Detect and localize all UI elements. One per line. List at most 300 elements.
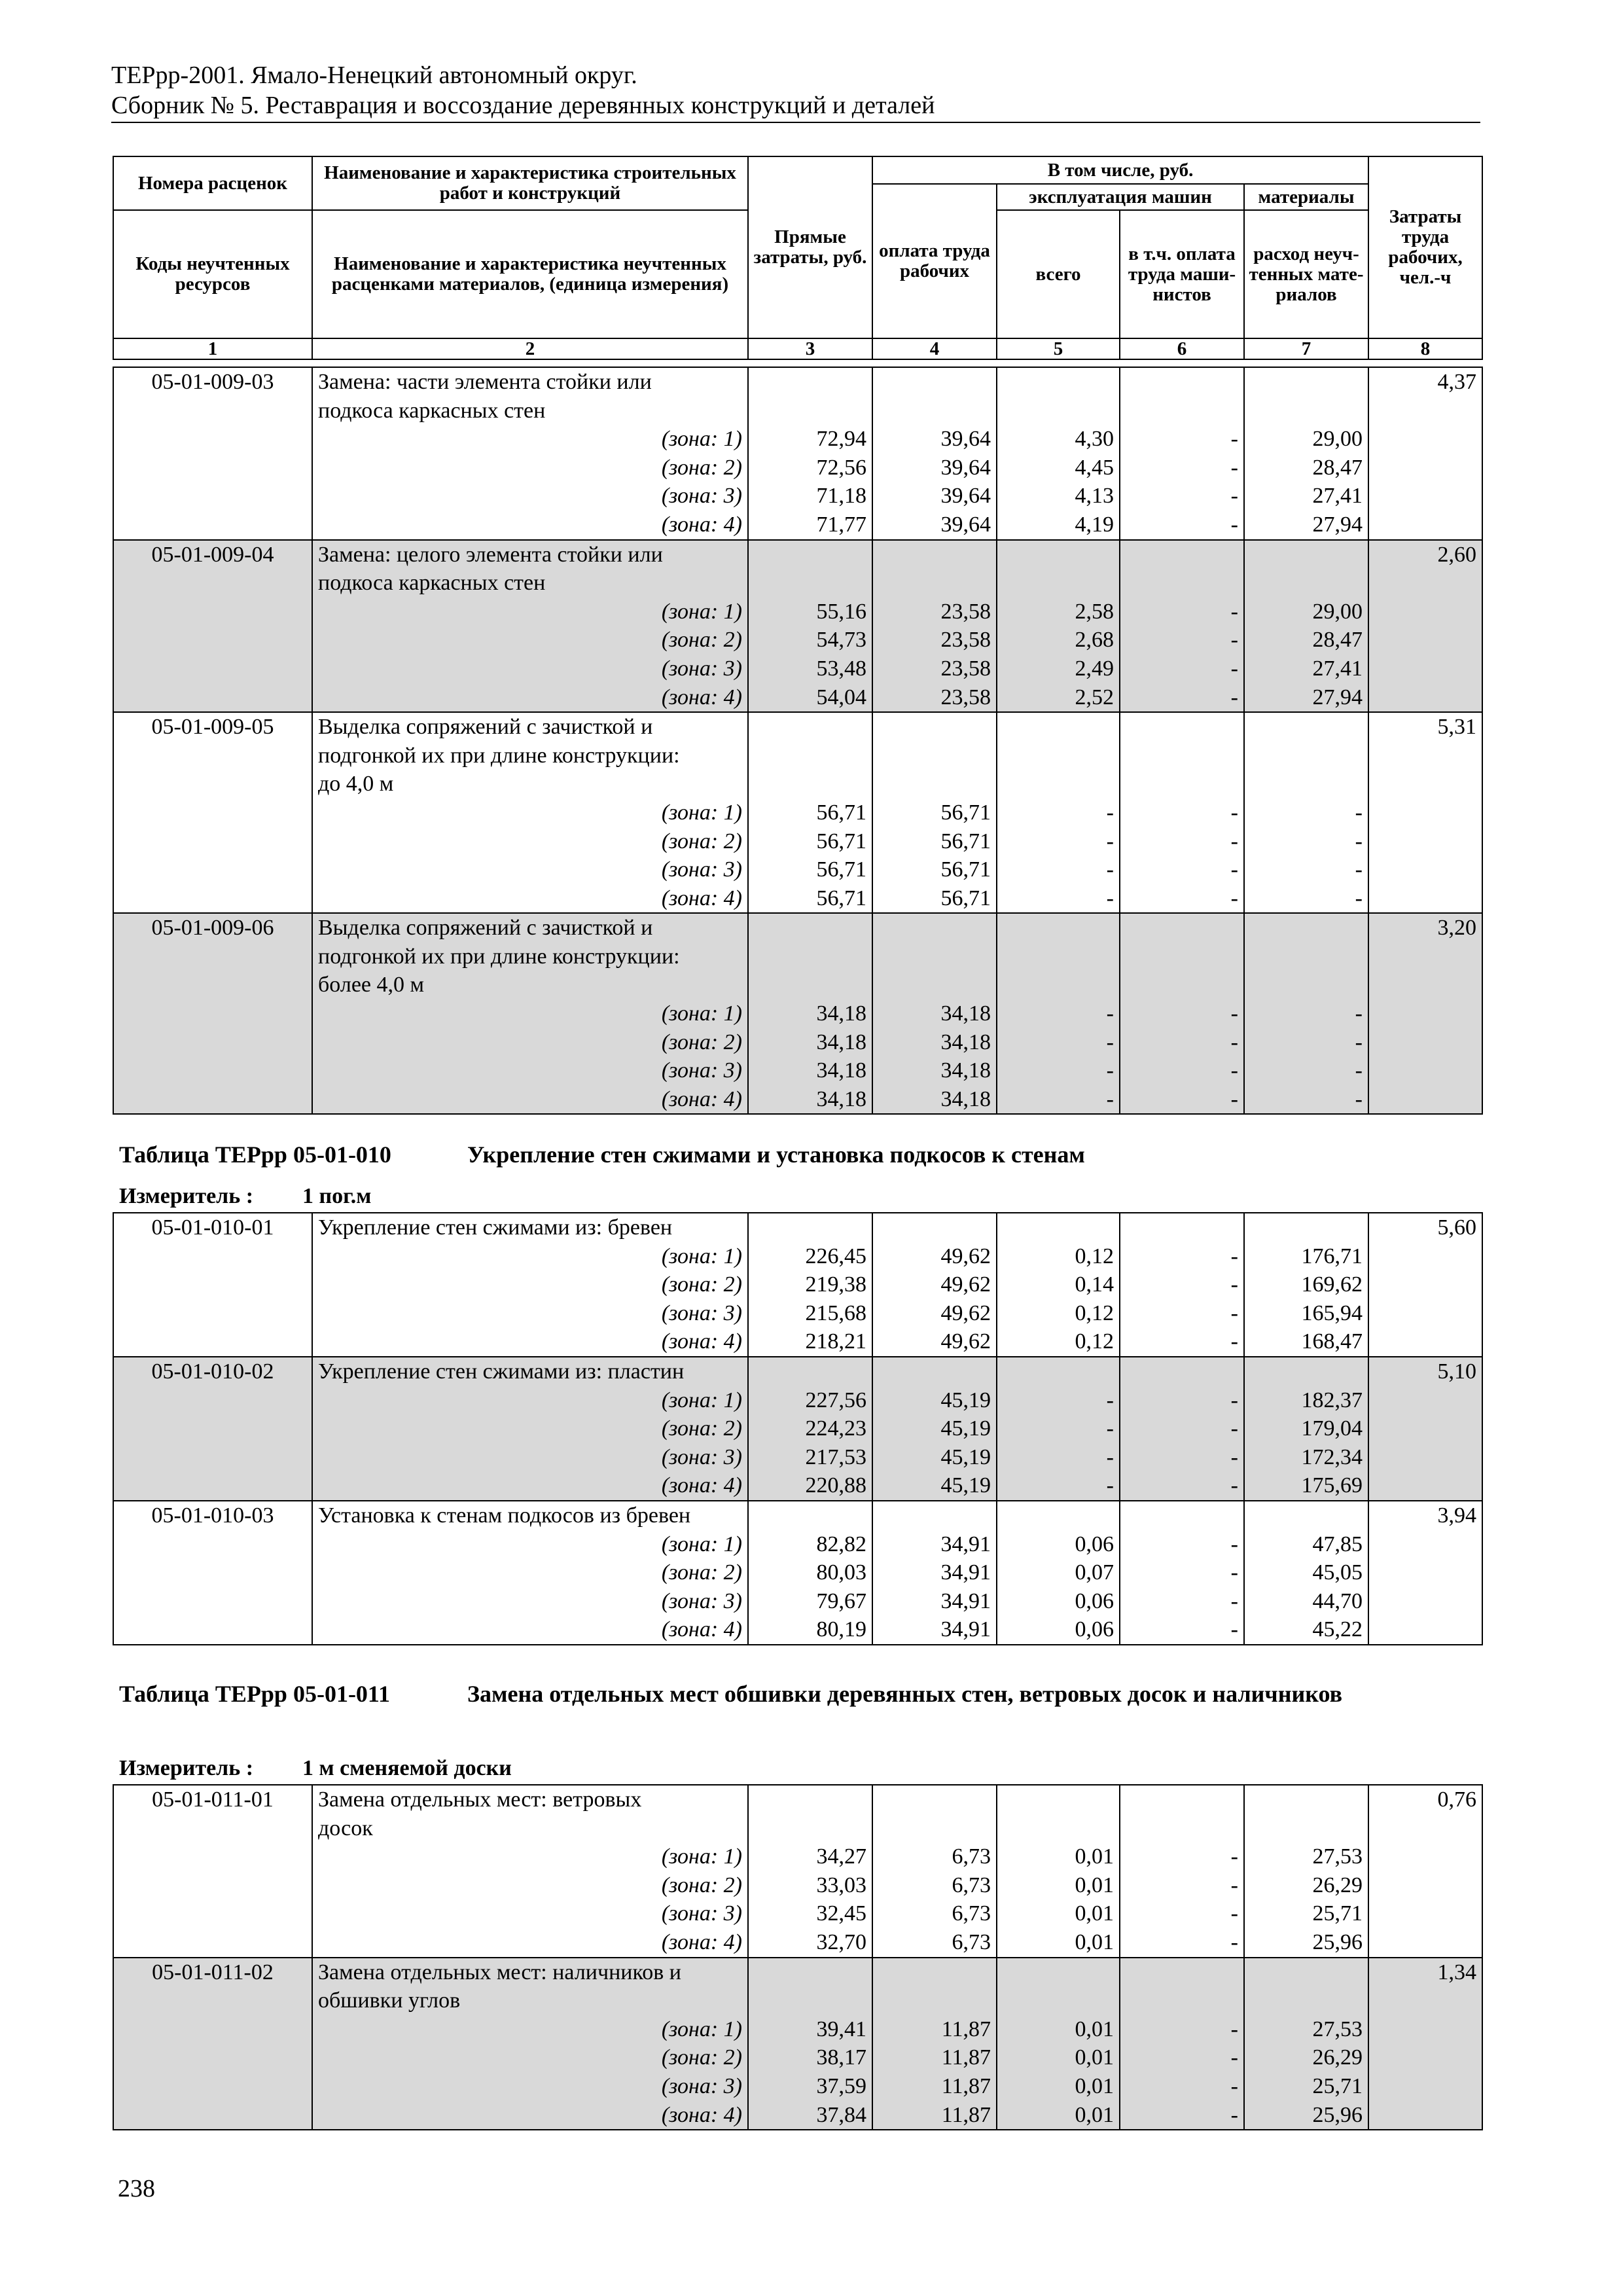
zone-label: (зона: 2) bbox=[661, 1873, 742, 1897]
zone-label: (зона: 3) bbox=[661, 1588, 742, 1613]
value: - bbox=[1355, 1001, 1363, 1026]
rate-code-text: 05-01-010-01 bbox=[151, 1215, 274, 1240]
value: 0,14 bbox=[1075, 1272, 1114, 1297]
description-line: подгонкой их при длине конструкции: bbox=[318, 944, 680, 969]
col-head-zatraty: Затраты труда рабочих, чел.-ч bbox=[1368, 156, 1482, 338]
labor-value: 5,10 bbox=[1437, 1359, 1476, 1384]
value: - bbox=[1230, 1300, 1238, 1325]
description-line: Замена отдельных мест: ветровых bbox=[318, 1787, 642, 1812]
value-cell bbox=[997, 1501, 1120, 1645]
value: - bbox=[1230, 599, 1238, 624]
zone-label: (зона: 2) bbox=[661, 1416, 742, 1441]
description-line: более 4,0 м bbox=[318, 973, 425, 997]
value: 4,30 bbox=[1075, 427, 1114, 452]
value-cell bbox=[748, 1501, 872, 1645]
value-cell bbox=[1244, 712, 1368, 913]
rate-description bbox=[312, 1785, 748, 1958]
value: 53,48 bbox=[816, 656, 866, 681]
value: - bbox=[1230, 829, 1238, 853]
value: 32,45 bbox=[816, 1901, 866, 1926]
value: - bbox=[1106, 1416, 1114, 1441]
value: 56,71 bbox=[940, 886, 991, 910]
value: 29,00 bbox=[1312, 427, 1363, 452]
rate-description bbox=[312, 367, 748, 540]
value: - bbox=[1230, 886, 1238, 910]
value: 29,00 bbox=[1312, 599, 1363, 624]
value: 176,71 bbox=[1301, 1244, 1363, 1268]
rate-description bbox=[312, 1958, 748, 2130]
value: 2,49 bbox=[1075, 656, 1114, 681]
col-number: 8 bbox=[1368, 338, 1482, 359]
value: 49,62 bbox=[940, 1300, 991, 1325]
value: - bbox=[1230, 1873, 1238, 1897]
value: 2,52 bbox=[1075, 685, 1114, 709]
value: - bbox=[1230, 1444, 1238, 1469]
value: - bbox=[1230, 1532, 1238, 1556]
zone-label: (зона: 2) bbox=[661, 455, 742, 480]
zone-label: (зона: 2) bbox=[661, 628, 742, 653]
value: 39,64 bbox=[940, 512, 991, 537]
value: 6,73 bbox=[952, 1873, 991, 1897]
rate-code-text: 05-01-009-06 bbox=[151, 916, 274, 941]
rate-code bbox=[113, 540, 312, 713]
labor-cost bbox=[1368, 1958, 1482, 2130]
value-cell bbox=[748, 1958, 872, 2130]
value: 172,34 bbox=[1301, 1444, 1363, 1469]
rates-table-05-01-011 bbox=[113, 1784, 1483, 2130]
value: 169,62 bbox=[1301, 1272, 1363, 1297]
rate-description bbox=[312, 712, 748, 913]
column-header-table bbox=[113, 156, 1483, 360]
value: 55,16 bbox=[816, 599, 866, 624]
value: 38,17 bbox=[816, 2045, 866, 2070]
value: - bbox=[1106, 1086, 1114, 1111]
description-line: обшивки углов bbox=[318, 1988, 461, 2013]
col-head-vtch: в т.ч. оплата труда маши-нистов bbox=[1120, 210, 1244, 338]
value-cell bbox=[1120, 1213, 1244, 1357]
value-cell bbox=[872, 712, 997, 913]
value: 25,71 bbox=[1312, 2073, 1363, 2098]
labor-value: 3,20 bbox=[1437, 916, 1476, 941]
description-line: Замена отдельных мест: наличников и bbox=[318, 1960, 682, 1984]
value: 34,91 bbox=[940, 1532, 991, 1556]
zone-label: (зона: 4) bbox=[661, 1086, 742, 1111]
value: 56,71 bbox=[816, 857, 866, 882]
zone-label: (зона: 1) bbox=[661, 599, 742, 624]
value: 56,71 bbox=[816, 886, 866, 910]
value: 2,68 bbox=[1075, 628, 1114, 653]
value: 45,19 bbox=[940, 1444, 991, 1469]
page-number: 238 bbox=[118, 2175, 155, 2202]
col-number: 7 bbox=[1244, 338, 1368, 359]
col-number: 6 bbox=[1120, 338, 1244, 359]
table-row bbox=[113, 913, 1482, 1114]
value-cell bbox=[748, 1785, 872, 1958]
value: - bbox=[1230, 800, 1238, 825]
zone-label: (зона: 1) bbox=[661, 1001, 742, 1026]
value: - bbox=[1230, 1272, 1238, 1297]
rate-code bbox=[113, 1785, 312, 1958]
value: 32,70 bbox=[816, 1929, 866, 1954]
value-cell bbox=[872, 367, 997, 540]
value: 39,64 bbox=[940, 455, 991, 480]
value: - bbox=[1230, 1329, 1238, 1354]
value: 11,87 bbox=[941, 2017, 991, 2041]
col-head-pryamye: Прямые затраты, руб. bbox=[748, 156, 872, 338]
value-cell bbox=[997, 1785, 1120, 1958]
zone-label: (зона: 2) bbox=[661, 1560, 742, 1585]
value: - bbox=[1355, 1086, 1363, 1111]
value: 25,96 bbox=[1312, 1929, 1363, 1954]
value: 0,06 bbox=[1075, 1617, 1114, 1642]
table-row bbox=[113, 367, 1482, 540]
zone-label: (зона: 2) bbox=[661, 1272, 742, 1297]
value: 0,01 bbox=[1075, 2045, 1114, 2070]
value-cell bbox=[748, 712, 872, 913]
value: - bbox=[1230, 484, 1238, 509]
value: 37,59 bbox=[816, 2073, 866, 2098]
value-cell bbox=[997, 1958, 1120, 2130]
col-head-vsego: всего bbox=[997, 210, 1120, 338]
col-head-nomera: Номера расценок bbox=[113, 156, 312, 210]
labor-cost bbox=[1368, 367, 1482, 540]
rate-code bbox=[113, 712, 312, 913]
value: - bbox=[1230, 1617, 1238, 1642]
col-number: 2 bbox=[312, 338, 748, 359]
value: - bbox=[1230, 628, 1238, 653]
value-cell bbox=[997, 913, 1120, 1114]
zone-label: (зона: 2) bbox=[661, 829, 742, 853]
value: 0,01 bbox=[1075, 1929, 1114, 1954]
value: - bbox=[1230, 1388, 1238, 1412]
value: 45,05 bbox=[1312, 1560, 1363, 1585]
zone-label: (зона: 3) bbox=[661, 857, 742, 882]
value: 11,87 bbox=[941, 2045, 991, 2070]
col-head-vtomchisle: В том числе, руб. bbox=[872, 156, 1368, 184]
value: - bbox=[1355, 800, 1363, 825]
value: 34,18 bbox=[940, 1001, 991, 1026]
labor-cost bbox=[1368, 913, 1482, 1114]
zone-label: (зона: 4) bbox=[661, 1929, 742, 1954]
value: 11,87 bbox=[941, 2073, 991, 2098]
value: 47,85 bbox=[1312, 1532, 1363, 1556]
value-cell bbox=[1244, 1213, 1368, 1357]
value-cell bbox=[997, 1357, 1120, 1501]
value: - bbox=[1230, 1244, 1238, 1268]
value: 37,84 bbox=[816, 2102, 866, 2127]
zone-label: (зона: 4) bbox=[661, 512, 742, 537]
value-cell bbox=[997, 540, 1120, 713]
labor-value: 1,34 bbox=[1437, 1960, 1476, 1984]
value: 28,47 bbox=[1312, 455, 1363, 480]
value: - bbox=[1230, 1560, 1238, 1585]
value: 25,71 bbox=[1312, 1901, 1363, 1926]
value: 0,12 bbox=[1075, 1244, 1114, 1268]
value: 54,73 bbox=[816, 628, 866, 653]
value: 0,12 bbox=[1075, 1300, 1114, 1325]
value: - bbox=[1230, 857, 1238, 882]
table-row bbox=[113, 1213, 1482, 1357]
value: - bbox=[1355, 829, 1363, 853]
value: 27,53 bbox=[1312, 1844, 1363, 1869]
col-number: 4 bbox=[872, 338, 997, 359]
value-cell bbox=[1244, 1958, 1368, 2130]
value-cell bbox=[1120, 1501, 1244, 1645]
value-cell bbox=[1244, 367, 1368, 540]
col-head-rashod: расход неуч-тенных мате-риалов bbox=[1244, 210, 1368, 338]
value: 80,03 bbox=[816, 1560, 866, 1585]
value-cell bbox=[748, 1213, 872, 1357]
value-cell bbox=[1120, 1958, 1244, 2130]
value: - bbox=[1106, 857, 1114, 882]
value: - bbox=[1106, 1444, 1114, 1469]
description-line: Установка к стенам подкосов из бревен bbox=[318, 1503, 691, 1528]
value-cell bbox=[872, 1785, 997, 1958]
rate-description bbox=[312, 1501, 748, 1645]
col-head-naim2: Наименование и характеристика неучтенных расценками материалов, (единица измерения) bbox=[312, 210, 748, 338]
value: - bbox=[1230, 2102, 1238, 2127]
meter-value: 1 м сменяемой доски bbox=[302, 1756, 512, 1780]
zone-label: (зона: 4) bbox=[661, 1617, 742, 1642]
meter-label: Измеритель : bbox=[119, 1756, 254, 1780]
labor-cost bbox=[1368, 1213, 1482, 1357]
value: 215,68 bbox=[805, 1300, 866, 1325]
labor-cost bbox=[1368, 1357, 1482, 1501]
value: 56,71 bbox=[816, 829, 866, 853]
value: 39,64 bbox=[940, 484, 991, 509]
value: - bbox=[1230, 512, 1238, 537]
value: 0,01 bbox=[1075, 2073, 1114, 2098]
value: 54,04 bbox=[816, 685, 866, 709]
col-number: 5 bbox=[997, 338, 1120, 359]
value: 56,71 bbox=[940, 800, 991, 825]
description-line: Выделка сопряжений с зачисткой и bbox=[318, 715, 653, 740]
value: 11,87 bbox=[941, 2102, 991, 2127]
rate-code-text: 05-01-009-04 bbox=[151, 542, 274, 567]
labor-value: 0,76 bbox=[1437, 1787, 1476, 1812]
value: 220,88 bbox=[805, 1473, 866, 1498]
value: 0,07 bbox=[1075, 1560, 1114, 1585]
value-cell bbox=[1244, 540, 1368, 713]
value: 0,12 bbox=[1075, 1329, 1114, 1354]
value: - bbox=[1230, 2045, 1238, 2070]
value: 26,29 bbox=[1312, 2045, 1363, 2070]
value: - bbox=[1230, 1001, 1238, 1026]
value: 80,19 bbox=[816, 1617, 866, 1642]
zone-label: (зона: 4) bbox=[661, 2102, 742, 2127]
value: 217,53 bbox=[805, 1444, 866, 1469]
value: - bbox=[1230, 2017, 1238, 2041]
value: 34,18 bbox=[816, 1058, 866, 1083]
rate-code-text: 05-01-009-05 bbox=[151, 715, 274, 740]
value-cell bbox=[872, 1213, 997, 1357]
value: 28,47 bbox=[1312, 628, 1363, 653]
value-cell bbox=[872, 1501, 997, 1645]
value: 182,37 bbox=[1301, 1388, 1363, 1412]
value: 4,45 bbox=[1075, 455, 1114, 480]
value: 49,62 bbox=[940, 1329, 991, 1354]
labor-cost bbox=[1368, 540, 1482, 713]
rate-code bbox=[113, 1357, 312, 1501]
value-cell bbox=[1120, 540, 1244, 713]
value: - bbox=[1106, 1030, 1114, 1054]
value: 27,94 bbox=[1312, 685, 1363, 709]
zone-label: (зона: 3) bbox=[661, 1058, 742, 1083]
value: 72,56 bbox=[816, 455, 866, 480]
value: 45,19 bbox=[940, 1388, 991, 1412]
value: - bbox=[1230, 656, 1238, 681]
zone-label: (зона: 4) bbox=[661, 1473, 742, 1498]
value: - bbox=[1230, 1030, 1238, 1054]
value: 0,06 bbox=[1075, 1588, 1114, 1613]
rate-description bbox=[312, 913, 748, 1114]
value: 168,47 bbox=[1301, 1329, 1363, 1354]
zone-label: (зона: 2) bbox=[661, 2045, 742, 2070]
value-cell bbox=[1244, 1357, 1368, 1501]
labor-value: 5,60 bbox=[1437, 1215, 1476, 1240]
value-cell bbox=[748, 540, 872, 713]
labor-value: 4,37 bbox=[1437, 370, 1476, 394]
rate-code-text: 05-01-011-01 bbox=[152, 1787, 274, 1812]
zone-label: (зона: 2) bbox=[661, 1030, 742, 1054]
value: - bbox=[1230, 1086, 1238, 1111]
description-line: Укрепление стен сжимами из: бревен bbox=[318, 1215, 673, 1240]
value: 25,96 bbox=[1312, 2102, 1363, 2127]
zone-label: (зона: 3) bbox=[661, 2073, 742, 2098]
description-line: досок bbox=[318, 1816, 373, 1840]
rates-table-05-01-010 bbox=[113, 1212, 1483, 1645]
value: 34,91 bbox=[940, 1617, 991, 1642]
value: - bbox=[1230, 2073, 1238, 2098]
description-line: Выделка сопряжений с зачисткой и bbox=[318, 916, 653, 941]
table-row bbox=[113, 1958, 1482, 2130]
value: 34,18 bbox=[940, 1058, 991, 1083]
zone-label: (зона: 4) bbox=[661, 886, 742, 910]
table-title-prefix: Таблица ТЕРрр 05-01-011 bbox=[119, 1681, 390, 1707]
value: 23,58 bbox=[940, 628, 991, 653]
value: 34,18 bbox=[940, 1086, 991, 1111]
table-title-name: Укрепление стен сжимами и установка подкосов к стенам bbox=[467, 1141, 1085, 1168]
table-row bbox=[113, 712, 1482, 913]
labor-value: 5,31 bbox=[1437, 715, 1476, 740]
value: 34,18 bbox=[816, 1030, 866, 1054]
zone-label: (зона: 3) bbox=[661, 484, 742, 509]
value-cell bbox=[997, 367, 1120, 540]
zone-label: (зона: 1) bbox=[661, 427, 742, 452]
description-line: Замена: целого элемента стойки или bbox=[318, 542, 663, 567]
value: 34,91 bbox=[940, 1560, 991, 1585]
value-cell bbox=[748, 913, 872, 1114]
value: 0,01 bbox=[1075, 2017, 1114, 2041]
col-head-kody: Коды неучтенных ресурсов bbox=[113, 210, 312, 338]
value: - bbox=[1355, 886, 1363, 910]
value: 56,71 bbox=[940, 829, 991, 853]
description-line: Укрепление стен сжимами из: пластин bbox=[318, 1359, 685, 1384]
zone-label: (зона: 4) bbox=[661, 1329, 742, 1354]
value: 49,62 bbox=[940, 1244, 991, 1268]
rate-code-text: 05-01-010-03 bbox=[151, 1503, 274, 1528]
zone-label: (зона: 1) bbox=[661, 1244, 742, 1268]
value-cell bbox=[1244, 1785, 1368, 1958]
value-cell bbox=[997, 1213, 1120, 1357]
col-head-oplata: оплата труда рабочих bbox=[872, 184, 997, 338]
meter-label: Измеритель : bbox=[119, 1184, 254, 1208]
value: - bbox=[1230, 1929, 1238, 1954]
value-cell bbox=[997, 712, 1120, 913]
value: 71,77 bbox=[816, 512, 866, 537]
value: 72,94 bbox=[816, 427, 866, 452]
value: - bbox=[1106, 800, 1114, 825]
value: 227,56 bbox=[805, 1388, 866, 1412]
col-head-ekspl: эксплуатация машин bbox=[997, 184, 1244, 210]
value: - bbox=[1230, 1473, 1238, 1498]
col-head-naim1: Наименование и характеристика строительных работ и конструкций bbox=[312, 156, 748, 210]
rate-code-text: 05-01-009-03 bbox=[151, 370, 274, 394]
zone-label: (зона: 1) bbox=[661, 1388, 742, 1412]
header-line-2: Сборник № 5. Реставрация и воссоздание деревянных конструкций и деталей bbox=[111, 92, 935, 119]
value: 34,27 bbox=[816, 1844, 866, 1869]
rate-code-text: 05-01-010-02 bbox=[151, 1359, 274, 1384]
value: 175,69 bbox=[1301, 1473, 1363, 1498]
value: 34,91 bbox=[940, 1588, 991, 1613]
value: - bbox=[1106, 1473, 1114, 1498]
rate-code bbox=[113, 367, 312, 540]
rates-table-05-01-009 bbox=[113, 367, 1483, 1115]
meter-value: 1 пог.м bbox=[302, 1184, 372, 1208]
value: 45,19 bbox=[940, 1473, 991, 1498]
header-rule bbox=[111, 122, 1480, 123]
zone-label: (зона: 4) bbox=[661, 685, 742, 709]
value: - bbox=[1355, 1030, 1363, 1054]
value: 0,01 bbox=[1075, 1873, 1114, 1897]
value: 27,41 bbox=[1312, 484, 1363, 509]
value: - bbox=[1106, 1388, 1114, 1412]
table-row bbox=[113, 1501, 1482, 1645]
value: 33,03 bbox=[816, 1873, 866, 1897]
value: 4,13 bbox=[1075, 484, 1114, 509]
col-head-materialy: материалы bbox=[1244, 184, 1368, 210]
rate-code-text: 05-01-011-02 bbox=[152, 1960, 274, 1984]
value: - bbox=[1230, 685, 1238, 709]
value: - bbox=[1355, 857, 1363, 882]
table-row bbox=[113, 1357, 1482, 1501]
value: 45,22 bbox=[1312, 1617, 1363, 1642]
value: - bbox=[1230, 455, 1238, 480]
value-cell bbox=[872, 913, 997, 1114]
value-cell bbox=[872, 1958, 997, 2130]
value: 39,41 bbox=[816, 2017, 866, 2041]
value: 34,18 bbox=[816, 1001, 866, 1026]
value: - bbox=[1230, 1901, 1238, 1926]
value-cell bbox=[872, 540, 997, 713]
value: 27,41 bbox=[1312, 656, 1363, 681]
zone-label: (зона: 3) bbox=[661, 656, 742, 681]
value: 0,01 bbox=[1075, 2102, 1114, 2127]
value: - bbox=[1106, 829, 1114, 853]
value-cell bbox=[1120, 913, 1244, 1114]
rate-code bbox=[113, 1501, 312, 1645]
value: 0,01 bbox=[1075, 1844, 1114, 1869]
value: 218,21 bbox=[805, 1329, 866, 1354]
col-number: 3 bbox=[748, 338, 872, 359]
value: 27,53 bbox=[1312, 2017, 1363, 2041]
zone-label: (зона: 1) bbox=[661, 1532, 742, 1556]
value: 82,82 bbox=[816, 1532, 866, 1556]
value-cell bbox=[1120, 1357, 1244, 1501]
rate-code bbox=[113, 1958, 312, 2130]
value: 4,19 bbox=[1075, 512, 1114, 537]
value: 179,04 bbox=[1301, 1416, 1363, 1441]
